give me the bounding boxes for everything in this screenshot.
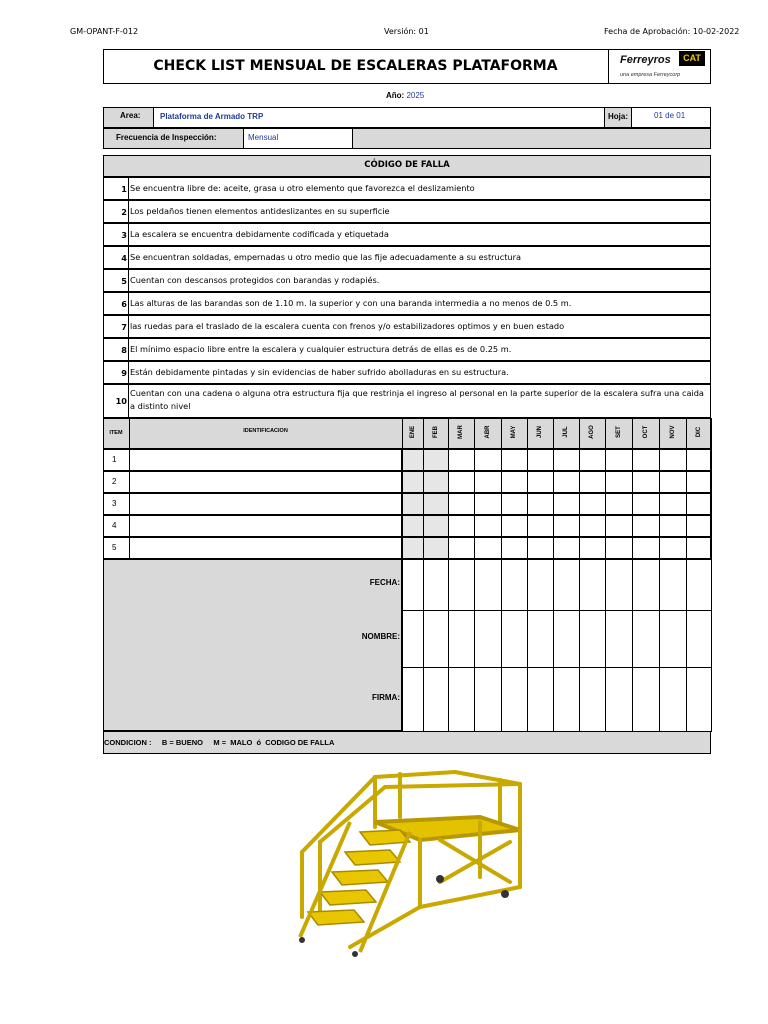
fecha-cell[interactable] — [423, 559, 449, 611]
month-check-cell[interactable] — [579, 537, 606, 559]
nombre-cell[interactable] — [579, 610, 606, 668]
firma-cell[interactable] — [402, 667, 424, 732]
month-header: AGO — [589, 425, 595, 439]
cat-logo: CAT — [679, 51, 705, 66]
month-check-cell[interactable] — [501, 449, 528, 471]
month-check-cell[interactable] — [448, 449, 475, 471]
header-divider — [579, 418, 580, 449]
code-number: 5 — [121, 275, 127, 286]
fecha-cell[interactable] — [605, 559, 633, 611]
month-header: MAY — [511, 425, 517, 439]
month-check-cell[interactable] — [423, 537, 449, 559]
header-divider — [423, 418, 424, 449]
code-text: Cuentan con una cadena o alguna otra estructura fija que restrinja el ingreso al personal en la parte superior de la escalera sufra una caida a distinto nivel — [130, 388, 704, 411]
month-check-cell[interactable] — [659, 537, 687, 559]
firma-cell[interactable] — [632, 667, 660, 732]
code-number: 3 — [121, 229, 127, 240]
identification-field[interactable] — [129, 471, 402, 493]
year-value: 2025 — [406, 91, 425, 100]
nombre-cell[interactable] — [501, 610, 528, 668]
month-check-cell[interactable] — [448, 515, 475, 537]
firma-cell[interactable] — [686, 667, 712, 732]
firma-cell[interactable] — [553, 667, 580, 732]
code-number: 2 — [121, 206, 127, 217]
firma-cell[interactable] — [501, 667, 528, 732]
item-header: ITEM — [109, 430, 123, 436]
form-code: GM-OPANT-F-012 — [70, 27, 139, 36]
code-text: Se encuentra libre de: aceite, grasa u otro elemento que favorezca el deslizamiento — [130, 183, 475, 193]
firma-label: FIRMA: — [372, 693, 400, 702]
year-row — [386, 91, 424, 100]
approval-date: Fecha de Aprobación: 10-02-2022 — [604, 27, 740, 36]
fecha-cell[interactable] — [474, 559, 502, 611]
month-check-cell[interactable] — [553, 449, 580, 471]
codes-title: CÓDIGO DE FALLA — [364, 160, 450, 170]
frequency-label: Frecuencia de Inspección: — [116, 133, 217, 142]
header-divider — [501, 418, 502, 449]
header-divider — [686, 418, 687, 449]
month-check-cell[interactable] — [501, 471, 528, 493]
month-header: SET — [615, 426, 622, 438]
month-check-cell[interactable] — [579, 471, 606, 493]
nombre-cell[interactable] — [402, 610, 424, 668]
month-check-cell[interactable] — [527, 537, 554, 559]
code-text: Los peldaños tienen elementos antideslizantes en su superficie — [130, 206, 390, 216]
firma-cell[interactable] — [423, 667, 449, 732]
month-check-cell[interactable] — [527, 515, 554, 537]
identification-field[interactable] — [129, 515, 402, 537]
fecha-cell[interactable] — [686, 559, 712, 611]
month-check-cell[interactable] — [632, 515, 660, 537]
identification-field[interactable] — [129, 493, 402, 515]
item-number: 1 — [112, 455, 117, 464]
identification-header: IDENTIFICACION — [243, 428, 288, 434]
header-divider — [527, 418, 528, 449]
identification-field[interactable] — [129, 537, 402, 559]
firma-cell[interactable] — [605, 667, 633, 732]
month-check-cell[interactable] — [501, 493, 528, 515]
month-check-cell[interactable] — [402, 449, 424, 471]
month-check-cell[interactable] — [448, 537, 475, 559]
month-header: ABR — [484, 425, 491, 439]
header-divider — [659, 418, 660, 449]
month-header: MAR — [458, 425, 464, 439]
month-check-cell[interactable] — [605, 449, 633, 471]
month-check-cell[interactable] — [527, 493, 554, 515]
month-header: JUL — [563, 426, 569, 438]
code-text: Las alturas de las barandas son de 1.10 m. la superior y con una baranda intermedia a no menos de 0.5 m. — [130, 298, 572, 308]
condition-legend: CONDICION : B = BUENO M = MALO ó CODIGO DE FALLA — [104, 738, 335, 747]
month-check-cell[interactable] — [579, 493, 606, 515]
month-check-cell[interactable] — [605, 471, 633, 493]
header-divider — [632, 418, 633, 449]
month-check-cell[interactable] — [632, 537, 660, 559]
item-number: 4 — [112, 521, 117, 530]
month-check-cell[interactable] — [423, 493, 449, 515]
header-divider — [129, 418, 130, 449]
sheet-value: 01 de 01 — [654, 111, 686, 120]
month-check-cell[interactable] — [474, 515, 502, 537]
nombre-cell[interactable] — [659, 610, 687, 668]
item-number: 5 — [112, 543, 117, 552]
month-check-cell[interactable] — [402, 515, 424, 537]
month-check-cell[interactable] — [501, 537, 528, 559]
nombre-label: NOMBRE: — [361, 632, 400, 641]
month-check-cell[interactable] — [659, 449, 687, 471]
month-check-cell[interactable] — [474, 537, 502, 559]
header-divider — [448, 418, 449, 449]
code-text: las ruedas para el traslado de la escalera cuenta con frenos y/o estabilizadores optimos y en buen estado — [130, 321, 565, 331]
nombre-cell[interactable] — [527, 610, 554, 668]
month-check-cell[interactable] — [659, 493, 687, 515]
firma-cell[interactable] — [527, 667, 554, 732]
code-text: Se encuentran soldadas, empernadas u otro medio que las fije adecuadamente a su estructura — [130, 252, 521, 262]
firma-cell[interactable] — [659, 667, 687, 732]
fecha-cell[interactable] — [632, 559, 660, 611]
frequency-value: Mensual — [248, 133, 279, 142]
month-header: ENE — [409, 425, 416, 439]
month-check-cell[interactable] — [553, 537, 580, 559]
month-check-cell[interactable] — [605, 493, 633, 515]
header-divider — [605, 418, 606, 449]
month-check-cell[interactable] — [659, 471, 687, 493]
month-check-cell[interactable] — [605, 537, 633, 559]
ferreyros-logo: Ferreyros — [620, 54, 671, 66]
month-header: JUN — [537, 426, 543, 439]
area-value: Plataforma de Armado TRP — [160, 112, 264, 121]
month-check-cell[interactable] — [402, 537, 424, 559]
nombre-cell[interactable] — [423, 610, 449, 668]
fecha-label: FECHA: — [369, 578, 400, 587]
nombre-cell[interactable] — [605, 610, 633, 668]
firma-cell[interactable] — [579, 667, 606, 732]
code-text: El mínimo espacio libre entre la escalera y cualquier estructura detrás de ellas es de 0.25 m. — [130, 344, 512, 354]
code-text: La escalera se encuentra debidamente codificada y etiquetada — [130, 229, 389, 239]
page-title: CHECK LIST MENSUAL DE ESCALERAS PLATAFORMA — [153, 58, 558, 74]
fecha-cell[interactable] — [659, 559, 687, 611]
code-number: 9 — [121, 367, 127, 378]
month-check-cell[interactable] — [527, 471, 554, 493]
fecha-cell[interactable] — [448, 559, 475, 611]
month-check-cell[interactable] — [553, 471, 580, 493]
code-number: 1 — [121, 183, 127, 194]
code-number: 7 — [121, 321, 127, 332]
code-number: 10 — [115, 396, 127, 406]
platform-ladder-image — [290, 762, 530, 962]
form-version: Versión: 01 — [384, 27, 429, 36]
fecha-cell[interactable] — [527, 559, 554, 611]
code-number: 8 — [121, 344, 127, 355]
code-number: 4 — [121, 252, 127, 263]
month-check-cell[interactable] — [402, 471, 424, 493]
month-check-cell[interactable] — [448, 493, 475, 515]
header-divider — [553, 418, 554, 449]
nombre-cell[interactable] — [686, 610, 712, 668]
month-check-cell[interactable] — [686, 471, 712, 493]
month-check-cell[interactable] — [474, 493, 502, 515]
month-check-cell[interactable] — [448, 471, 475, 493]
month-header: DIC — [695, 426, 702, 438]
month-check-cell[interactable] — [686, 537, 712, 559]
code-text: Cuentan con descansos protegidos con barandas y rodapiés. — [130, 275, 380, 285]
item-number: 3 — [112, 499, 117, 508]
month-check-cell[interactable] — [686, 449, 712, 471]
fecha-cell[interactable] — [402, 559, 424, 611]
month-check-cell[interactable] — [632, 471, 660, 493]
month-check-cell[interactable] — [553, 493, 580, 515]
month-header: OCT — [642, 425, 649, 439]
header-divider — [474, 418, 475, 449]
month-check-cell[interactable] — [553, 515, 580, 537]
fecha-cell[interactable] — [501, 559, 528, 611]
month-check-cell[interactable] — [423, 449, 449, 471]
item-number: 2 — [112, 477, 117, 486]
month-check-cell[interactable] — [632, 449, 660, 471]
month-check-cell[interactable] — [579, 449, 606, 471]
month-check-cell[interactable] — [686, 515, 712, 537]
nombre-cell[interactable] — [632, 610, 660, 668]
month-check-cell[interactable] — [632, 493, 660, 515]
month-header: NOV — [669, 425, 676, 439]
sheet-label: Hoja: — [608, 112, 628, 121]
area-label: Area: — [120, 111, 141, 120]
nombre-cell[interactable] — [448, 610, 475, 668]
month-check-cell[interactable] — [423, 515, 449, 537]
month-check-cell[interactable] — [527, 449, 554, 471]
logo-tagline: una empresa Ferreycorp — [620, 72, 681, 78]
month-check-cell[interactable] — [402, 493, 424, 515]
header-divider — [402, 418, 403, 449]
firma-cell[interactable] — [474, 667, 502, 732]
header-divider — [711, 418, 712, 449]
month-check-cell[interactable] — [501, 515, 528, 537]
month-check-cell[interactable] — [423, 471, 449, 493]
code-number: 6 — [121, 298, 127, 309]
month-check-cell[interactable] — [474, 471, 502, 493]
identification-field[interactable] — [129, 449, 402, 471]
month-header: FEB — [432, 426, 439, 438]
nombre-cell[interactable] — [474, 610, 502, 668]
month-check-cell[interactable] — [659, 515, 687, 537]
month-check-cell[interactable] — [605, 515, 633, 537]
month-check-cell[interactable] — [474, 449, 502, 471]
month-check-cell[interactable] — [686, 493, 712, 515]
firma-cell[interactable] — [448, 667, 475, 732]
month-check-cell[interactable] — [579, 515, 606, 537]
code-text: Están debidamente pintadas y sin evidencias de haber sufrido abolladuras en su estructura. — [130, 367, 509, 377]
year-label: Año: — [386, 91, 405, 100]
fecha-cell[interactable] — [553, 559, 580, 611]
fecha-cell[interactable] — [579, 559, 606, 611]
nombre-cell[interactable] — [553, 610, 580, 668]
